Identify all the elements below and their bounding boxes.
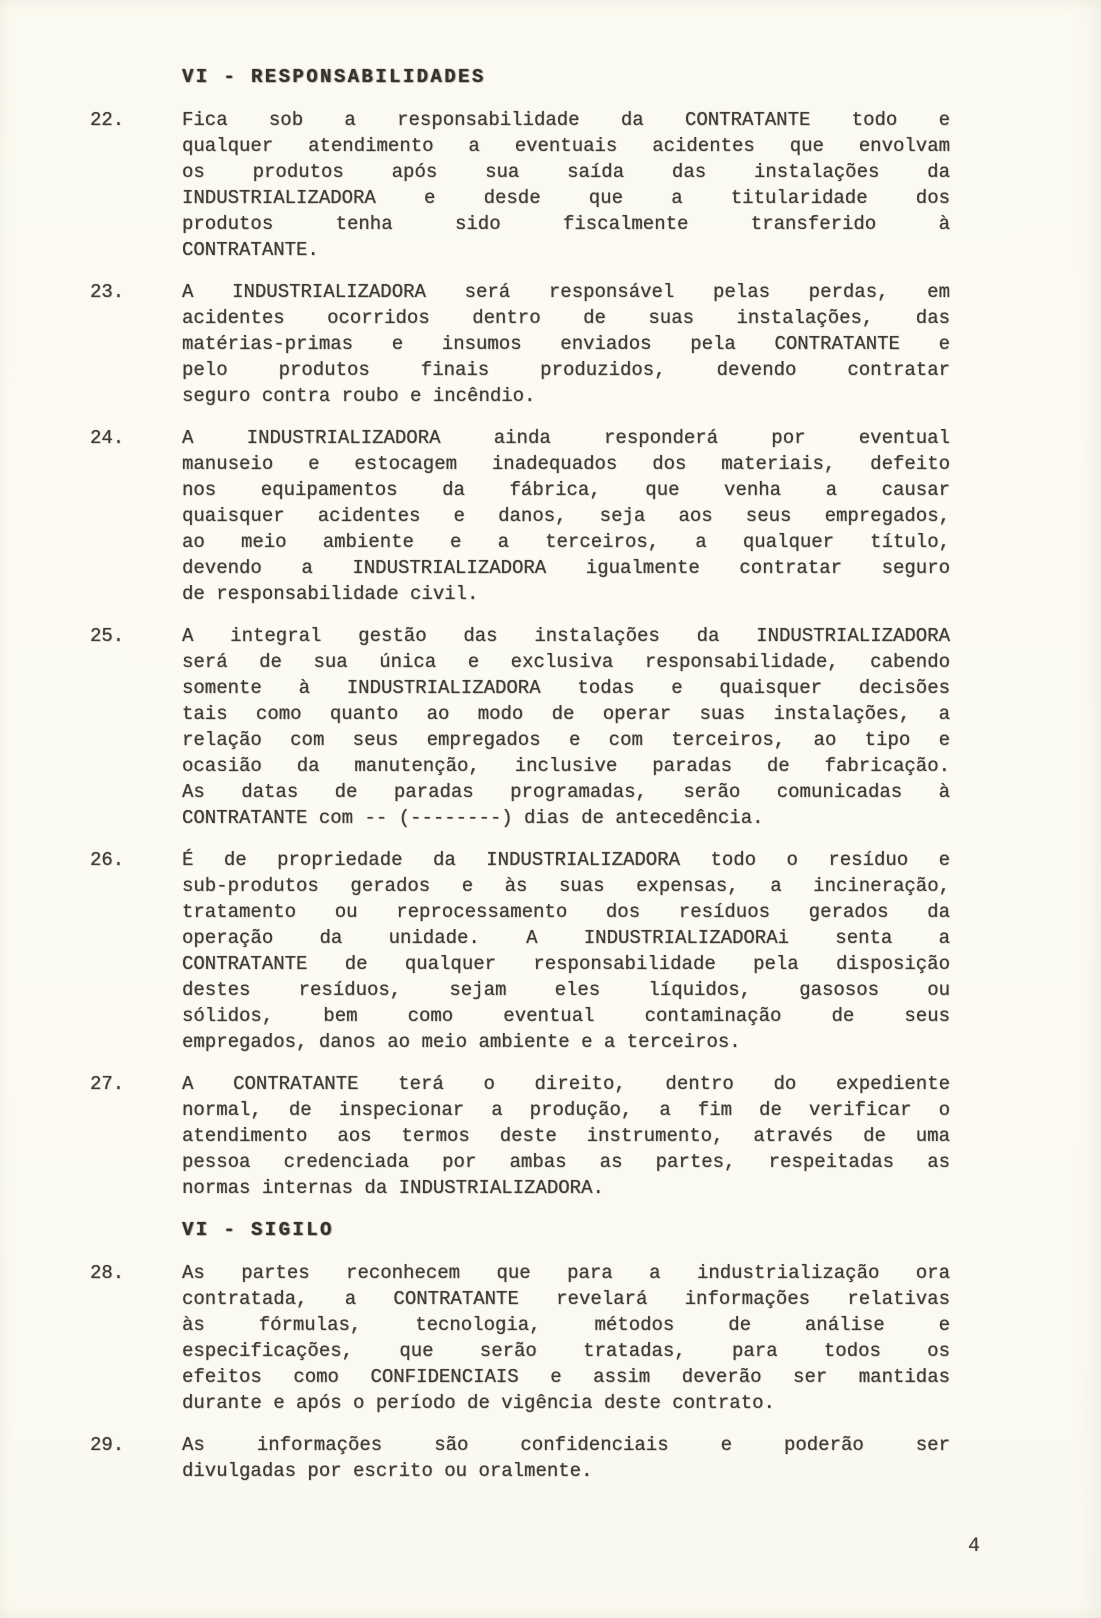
clause-text-line: A INDUSTRIALIZADORA ainda responderá por eventual xyxy=(182,427,950,449)
clause-text-line: será de sua única e exclusiva responsabilidade, cabendo xyxy=(182,651,950,673)
clause-text-line: destes resíduos, sejam eles líquidos, gasosos ou xyxy=(182,979,950,1001)
clause-text xyxy=(182,1260,950,1416)
clause-number: 23. xyxy=(90,281,125,303)
clause-number: 27. xyxy=(90,1073,125,1095)
clause-27 xyxy=(90,1071,950,1201)
clause-text-line: às fórmulas, tecnologia, métodos de análise e xyxy=(182,1314,950,1336)
clause-28 xyxy=(90,1260,950,1416)
clause-29 xyxy=(90,1432,950,1484)
clause-22 xyxy=(90,107,950,263)
clause-text-line: produtos tenha sido fiscalmente transferido à xyxy=(182,213,950,235)
clause-text xyxy=(182,425,950,607)
clause-text-line: nos equipamentos da fábrica, que venha a causar xyxy=(182,479,950,501)
clause-text-line: devendo a INDUSTRIALIZADORA igualmente contratar seguro xyxy=(182,557,950,579)
clause-24 xyxy=(90,425,950,607)
clause-text xyxy=(182,1432,950,1484)
clause-25 xyxy=(90,623,950,831)
clause-text-line: INDUSTRIALIZADORA e desde que a titularidade dos xyxy=(182,187,950,209)
responsabilidades-heading: VI - RESPONSABILIDADES xyxy=(182,66,486,88)
clause-number: 26. xyxy=(90,849,125,871)
clause-text-line: normas internas da INDUSTRIALIZADORA. xyxy=(182,1177,604,1199)
clause-text-line: manuseio e estocagem inadequados dos materiais, defeito xyxy=(182,453,950,475)
clause-text-line: normal, de inspecionar a produção, a fim de verificar o xyxy=(182,1099,950,1121)
clause-text-line: CONTRATANTE com -- (--------) dias de antecedência. xyxy=(182,807,764,829)
clause-text-line: relação com seus empregados e com terceiros, ao tipo e xyxy=(182,729,950,751)
page-number: 4 xyxy=(968,1535,981,1558)
clause-26 xyxy=(90,847,950,1055)
clause-text-line: As informações são confidenciais e poderão ser xyxy=(182,1434,950,1456)
clause-text-line: seguro contra roubo e incêndio. xyxy=(182,385,536,407)
clause-text xyxy=(182,847,950,1055)
clause-text-line: A integral gestão das instalações da INDUSTRIALIZADORA xyxy=(182,625,950,647)
clause-text-line: tais como quanto ao modo de operar suas instalações, a xyxy=(182,703,950,725)
clause-text-line: Fica sob a responsabilidade da CONTRATANTE todo e xyxy=(182,109,950,131)
clause-number: 22. xyxy=(90,109,125,131)
clause-text-line: especificações, que serão tratadas, para todos os xyxy=(182,1340,950,1362)
clause-text xyxy=(182,1071,950,1201)
clause-text-line: sólidos, bem como eventual contaminação de seus xyxy=(182,1005,950,1027)
clause-text-line: pelo produtos finais produzidos, devendo contratar xyxy=(182,359,950,381)
clause-text-line: sub-produtos gerados e às suas expensas, a incineração, xyxy=(182,875,950,897)
clause-text-line: A INDUSTRIALIZADORA será responsável pelas perdas, em xyxy=(182,281,950,303)
clause-text-line: As partes reconhecem que para a industrialização ora xyxy=(182,1262,950,1284)
clause-text-line: atendimento aos termos deste instrumento, através de uma xyxy=(182,1125,950,1147)
clause-text-line: A CONTRATANTE terá o direito, dentro do expediente xyxy=(182,1073,950,1095)
clause-text-line: operação da unidade. A INDUSTRIALIZADORAi senta a xyxy=(182,927,950,949)
clause-number: 28. xyxy=(90,1262,125,1284)
clause-text xyxy=(182,107,950,263)
clause-text-line: qualquer atendimento a eventuais acidentes que envolvam xyxy=(182,135,950,157)
clause-text-line: pessoa credenciada por ambas as partes, respeitadas as xyxy=(182,1151,950,1173)
clause-text xyxy=(182,279,950,409)
clause-text-line: divulgadas por escrito ou oralmente. xyxy=(182,1460,593,1482)
clause-text-line: ocasião da manutenção, inclusive paradas de fabricação. xyxy=(182,755,950,777)
clause-text-line: quaisquer acidentes e danos, seja aos seus empregados, xyxy=(182,505,950,527)
clause-23 xyxy=(90,279,950,409)
clause-number: 29. xyxy=(90,1434,125,1456)
clause-text-line: As datas de paradas programadas, serão comunicadas à xyxy=(182,781,950,803)
sigilo-heading: VI - SIGILO xyxy=(182,1219,334,1241)
clause-text-line: matérias-primas e insumos enviados pela CONTRATANTE e xyxy=(182,333,950,355)
clause-text-line: acidentes ocorridos dentro de suas instalações, das xyxy=(182,307,950,329)
clause-text-line: É de propriedade da INDUSTRIALIZADORA todo o resíduo e xyxy=(182,849,950,871)
clause-text-line: de responsabilidade civil. xyxy=(182,583,479,605)
clause-text-line: durante e após o período de vigência deste contrato. xyxy=(182,1392,775,1414)
clause-text-line: contratada, a CONTRATANTE revelará informações relativas xyxy=(182,1288,950,1310)
clause-text-line: CONTRATANTE de qualquer responsabilidade pela disposição xyxy=(182,953,950,975)
clause-text-line: tratamento ou reprocessamento dos resíduos gerados da xyxy=(182,901,950,923)
clause-text-line: somente à INDUSTRIALIZADORA todas e quaisquer decisões xyxy=(182,677,950,699)
clause-text xyxy=(182,623,950,831)
document-body xyxy=(90,64,950,1500)
clause-number: 25. xyxy=(90,625,125,647)
clause-text-line: ao meio ambiente e a terceiros, a qualquer título, xyxy=(182,531,950,553)
clause-text-line: CONTRATANTE. xyxy=(182,239,319,261)
clause-number: 24. xyxy=(90,427,125,449)
clause-text-line: empregados, danos ao meio ambiente e a terceiros. xyxy=(182,1031,741,1053)
clause-text-line: efeitos como CONFIDENCIAIS e assim deverão ser mantidas xyxy=(182,1366,950,1388)
clause-text-line: os produtos após sua saída das instalações da xyxy=(182,161,950,183)
